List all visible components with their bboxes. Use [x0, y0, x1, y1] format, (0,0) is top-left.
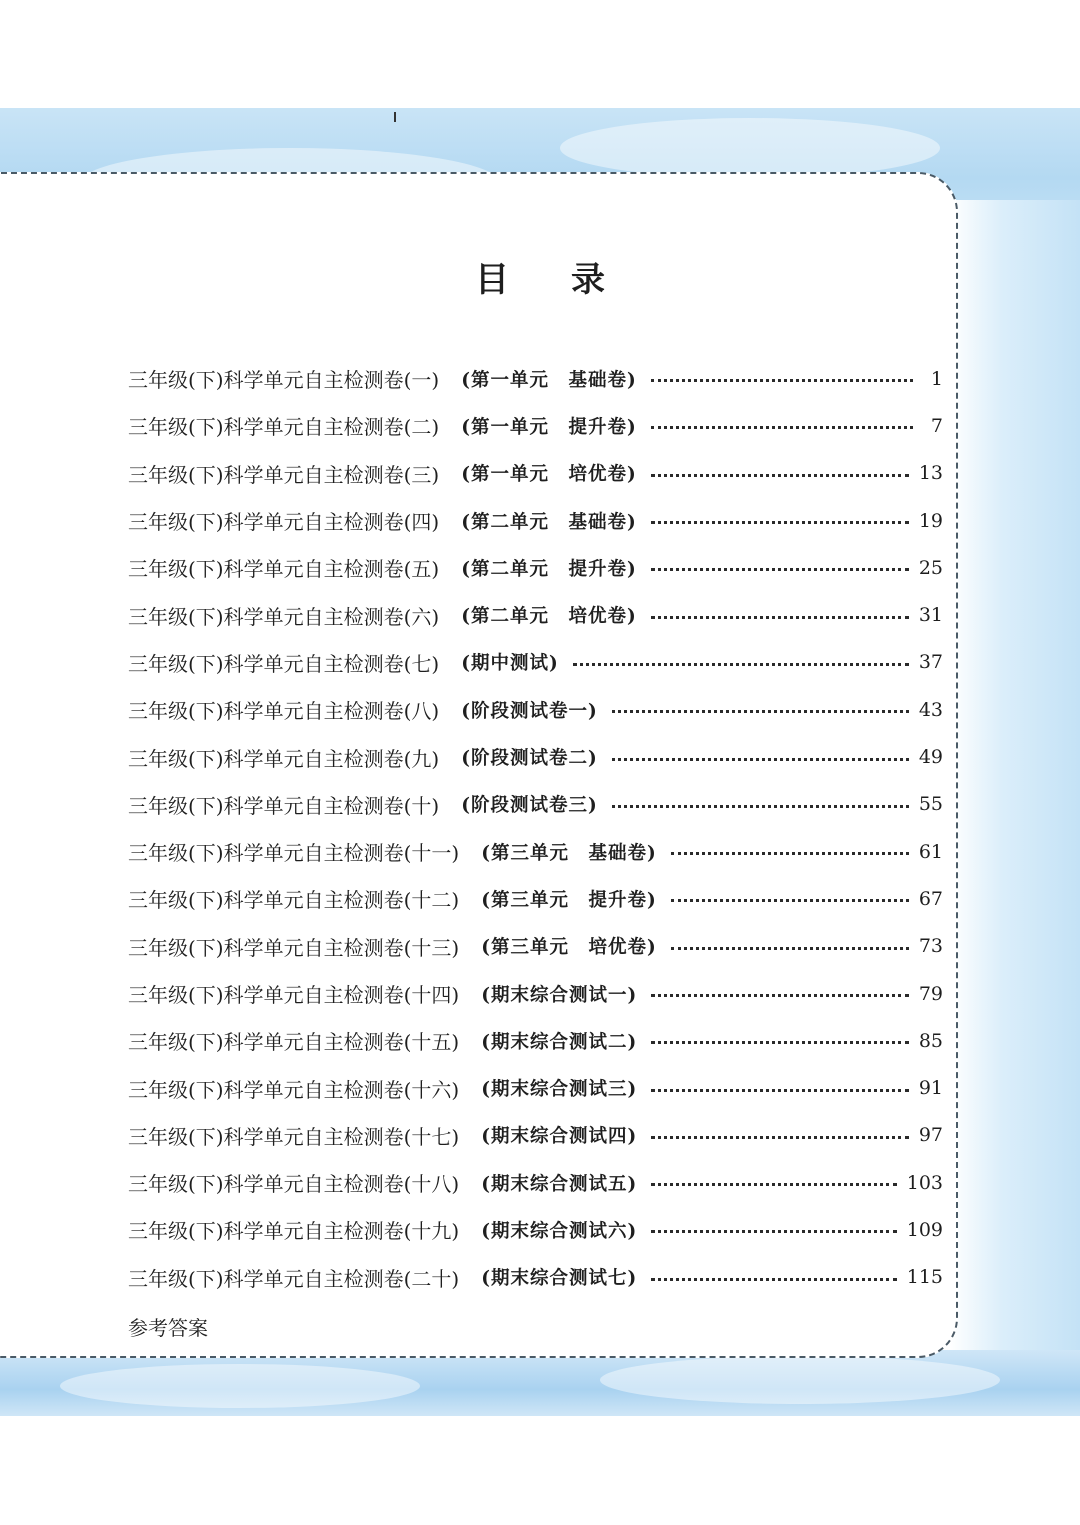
- toc-leader-dots: [612, 758, 909, 761]
- toc-entry-subtitle: (期末综合测试一): [481, 984, 638, 1006]
- toc-entry-title: 三年级(下)科学单元自主检测卷(三): [128, 462, 440, 487]
- toc-entry-subtitle: (第一单元 培优卷): [461, 464, 637, 486]
- toc-entry[interactable]: [128, 1254, 943, 1301]
- toc-entry-title: 三年级(下)科学单元自主检测卷(十八): [128, 1172, 460, 1197]
- toc-leader-dots: [612, 710, 909, 713]
- toc-entry[interactable]: [128, 497, 943, 544]
- toc-entry[interactable]: [128, 828, 943, 875]
- toc-entry[interactable]: [128, 639, 943, 686]
- toc-page-number: 25: [918, 556, 943, 579]
- toc-entry[interactable]: [128, 355, 943, 402]
- toc-entry-subtitle: (第三单元 基础卷): [481, 842, 657, 864]
- toc-leader-dots: [651, 568, 909, 571]
- toc-entry[interactable]: [128, 1112, 943, 1159]
- toc-entry-subtitle: (第二单元 基础卷): [461, 511, 637, 533]
- toc-entry-title: 三年级(下)科学单元自主检测卷(二): [128, 415, 440, 440]
- toc-entry[interactable]: [128, 1017, 943, 1064]
- toc-page-number: 7: [930, 414, 943, 437]
- toc-page-number: 97: [918, 1124, 943, 1147]
- toc-entry[interactable]: [128, 450, 943, 497]
- toc-entry-title: 三年级(下)科学单元自主检测卷(五): [128, 557, 440, 582]
- toc-entry-title: 三年级(下)科学单元自主检测卷(十二): [128, 888, 460, 913]
- toc-entry-subtitle: (期末综合测试四): [481, 1126, 638, 1148]
- toc-entry-title: 三年级(下)科学单元自主检测卷(十一): [128, 841, 460, 866]
- toc-page-number: 85: [918, 1029, 943, 1052]
- toc-leader-dots: [651, 994, 909, 997]
- toc-entry-subtitle: (期末综合测试六): [481, 1220, 638, 1242]
- toc-entry-subtitle: (期末综合测试三): [481, 1079, 638, 1101]
- toc-page-number: 61: [918, 840, 943, 863]
- toc-page-number: 115: [906, 1266, 943, 1289]
- toc-entry-subtitle: (阶段测试卷二): [461, 748, 598, 770]
- toc-entry-title: 三年级(下)科学单元自主检测卷(十七): [128, 1124, 460, 1149]
- toc-entry-title: 三年级(下)科学单元自主检测卷(七): [128, 651, 440, 676]
- toc-entry-title: 三年级(下)科学单元自主检测卷(十三): [128, 935, 460, 960]
- toc-entry-subtitle: (期末综合测试五): [481, 1173, 638, 1195]
- toc-entry[interactable]: [128, 970, 943, 1017]
- wave-decor: [560, 118, 940, 178]
- toc-entry[interactable]: [128, 733, 943, 780]
- toc-page-number: 43: [918, 698, 943, 721]
- toc-entry-subtitle: (第二单元 提升卷): [461, 558, 637, 580]
- toc-entry-title: 三年级(下)科学单元自主检测卷(八): [128, 699, 440, 724]
- toc-leader-dots: [651, 1041, 909, 1044]
- toc-entry-title: 三年级(下)科学单元自主检测卷(十九): [128, 1219, 460, 1244]
- wave-decor: [60, 1364, 420, 1408]
- toc-leader-dots: [671, 947, 909, 950]
- toc-leader-dots: [651, 474, 909, 477]
- toc-entry[interactable]: [128, 781, 943, 828]
- wave-decor: [600, 1356, 1000, 1404]
- toc-entry-title: 三年级(下)科学单元自主检测卷(一): [128, 368, 440, 393]
- toc-entry-subtitle: (阶段测试卷一): [461, 700, 598, 722]
- toc-leader-dots: [651, 1136, 909, 1139]
- toc-entry[interactable]: [128, 1159, 943, 1206]
- toc-leader-dots: [651, 379, 913, 382]
- toc-entry[interactable]: [128, 1206, 943, 1253]
- toc-leader-dots: [651, 521, 909, 524]
- toc-leader-dots: [651, 1230, 897, 1233]
- toc-entry-title: 三年级(下)科学单元自主检测卷(十): [128, 793, 440, 818]
- toc-entry-subtitle: (期中测试): [461, 653, 559, 675]
- toc-page-number: 31: [918, 604, 943, 627]
- answer-key-entry[interactable]: 参考答案: [128, 1316, 208, 1340]
- toc-leader-dots: [671, 852, 909, 855]
- toc-leader-dots: [573, 663, 909, 666]
- page-title: [0, 252, 1080, 301]
- toc-entry-subtitle: (第三单元 提升卷): [481, 889, 657, 911]
- toc-leader-dots: [671, 899, 909, 902]
- toc-entry[interactable]: [128, 544, 943, 591]
- toc-page-number: 79: [918, 982, 943, 1005]
- toc-entry[interactable]: [128, 923, 943, 970]
- toc-entry-title: 三年级(下)科学单元自主检测卷(十四): [128, 983, 460, 1007]
- toc-entry[interactable]: [128, 1064, 943, 1111]
- toc-page-number: 91: [918, 1077, 943, 1100]
- toc-page-number: 1: [930, 367, 943, 390]
- toc-entry-subtitle: (第三单元 培优卷): [481, 937, 657, 959]
- bottom-decor-band: [0, 1350, 1080, 1416]
- toc-leader-dots: [651, 1183, 897, 1186]
- toc-page-number: 37: [918, 651, 943, 674]
- toc-page-number: 13: [918, 462, 943, 485]
- toc-entry-subtitle: (第一单元 基础卷): [461, 369, 637, 391]
- toc-page-number: 109: [906, 1218, 943, 1241]
- toc-entry-title: 三年级(下)科学单元自主检测卷(九): [128, 746, 440, 771]
- title-char-2: 录: [571, 260, 605, 300]
- toc-entry-subtitle: (期末综合测试二): [481, 1031, 638, 1053]
- right-decor-band: [950, 200, 1080, 1350]
- toc-page-number: 19: [918, 509, 943, 532]
- toc-page-number: 73: [918, 935, 943, 958]
- toc-entry[interactable]: [128, 686, 943, 733]
- toc-page-number: 67: [918, 887, 943, 910]
- toc-entry-title: 三年级(下)科学单元自主检测卷(二十): [128, 1266, 460, 1291]
- toc-entry-subtitle: (阶段测试卷三): [461, 795, 598, 817]
- toc-entry-title: 三年级(下)科学单元自主检测卷(十六): [128, 1077, 460, 1102]
- toc-entry[interactable]: [128, 591, 943, 638]
- toc-leader-dots: [612, 805, 909, 808]
- toc-entry-title: 三年级(下)科学单元自主检测卷(十五): [128, 1030, 460, 1055]
- scan-mark: [394, 112, 396, 122]
- toc-leader-dots: [651, 1089, 909, 1092]
- toc-leader-dots: [651, 426, 913, 429]
- toc-entry-subtitle: (第一单元 提升卷): [461, 416, 637, 438]
- toc-entry-subtitle: (第二单元 培优卷): [461, 606, 637, 628]
- toc-leader-dots: [651, 616, 909, 619]
- toc-entry[interactable]: [128, 875, 943, 922]
- title-char-1: 目: [475, 260, 509, 300]
- toc-entry[interactable]: [128, 402, 943, 449]
- toc-entry-subtitle: (期末综合测试七): [481, 1268, 638, 1290]
- toc-entry-title: 三年级(下)科学单元自主检测卷(四): [128, 510, 440, 535]
- toc-page-number: 49: [918, 746, 943, 769]
- toc-page-number: 103: [906, 1171, 943, 1194]
- toc-leader-dots: [651, 1278, 897, 1281]
- toc-page-number: 55: [918, 793, 943, 816]
- toc-entry-title: 三年级(下)科学单元自主检测卷(六): [128, 604, 440, 629]
- table-of-contents: [128, 355, 943, 1301]
